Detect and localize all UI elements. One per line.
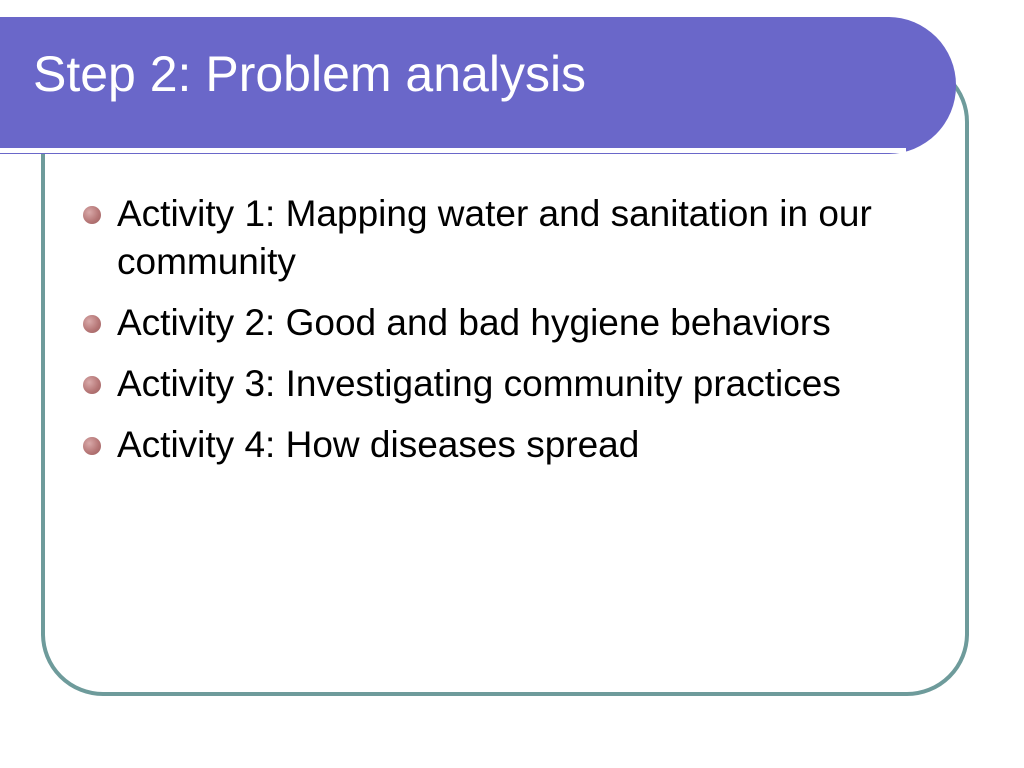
round-bullet-icon bbox=[83, 315, 101, 333]
title-underline bbox=[0, 148, 906, 153]
round-bullet-icon bbox=[83, 376, 101, 394]
bullet-item-activity-3 bbox=[80, 360, 940, 408]
bullet-list bbox=[80, 190, 940, 482]
round-bullet-icon bbox=[83, 437, 101, 455]
bullet-item-activity-4 bbox=[80, 421, 940, 469]
bullet-text: Activity 2: Good and bad hygiene behaviors bbox=[117, 302, 831, 343]
bullet-text: Activity 4: How diseases spread bbox=[117, 424, 640, 465]
slide-title: Step 2: Problem analysis bbox=[33, 46, 587, 102]
bullet-text: Activity 3: Investigating community practices bbox=[117, 363, 841, 404]
bullet-text: Activity 1: Mapping water and sanitation in our community bbox=[117, 193, 872, 282]
bullet-item-activity-2 bbox=[80, 299, 940, 347]
round-bullet-icon bbox=[83, 206, 101, 224]
bullet-item-activity-1 bbox=[80, 190, 940, 286]
